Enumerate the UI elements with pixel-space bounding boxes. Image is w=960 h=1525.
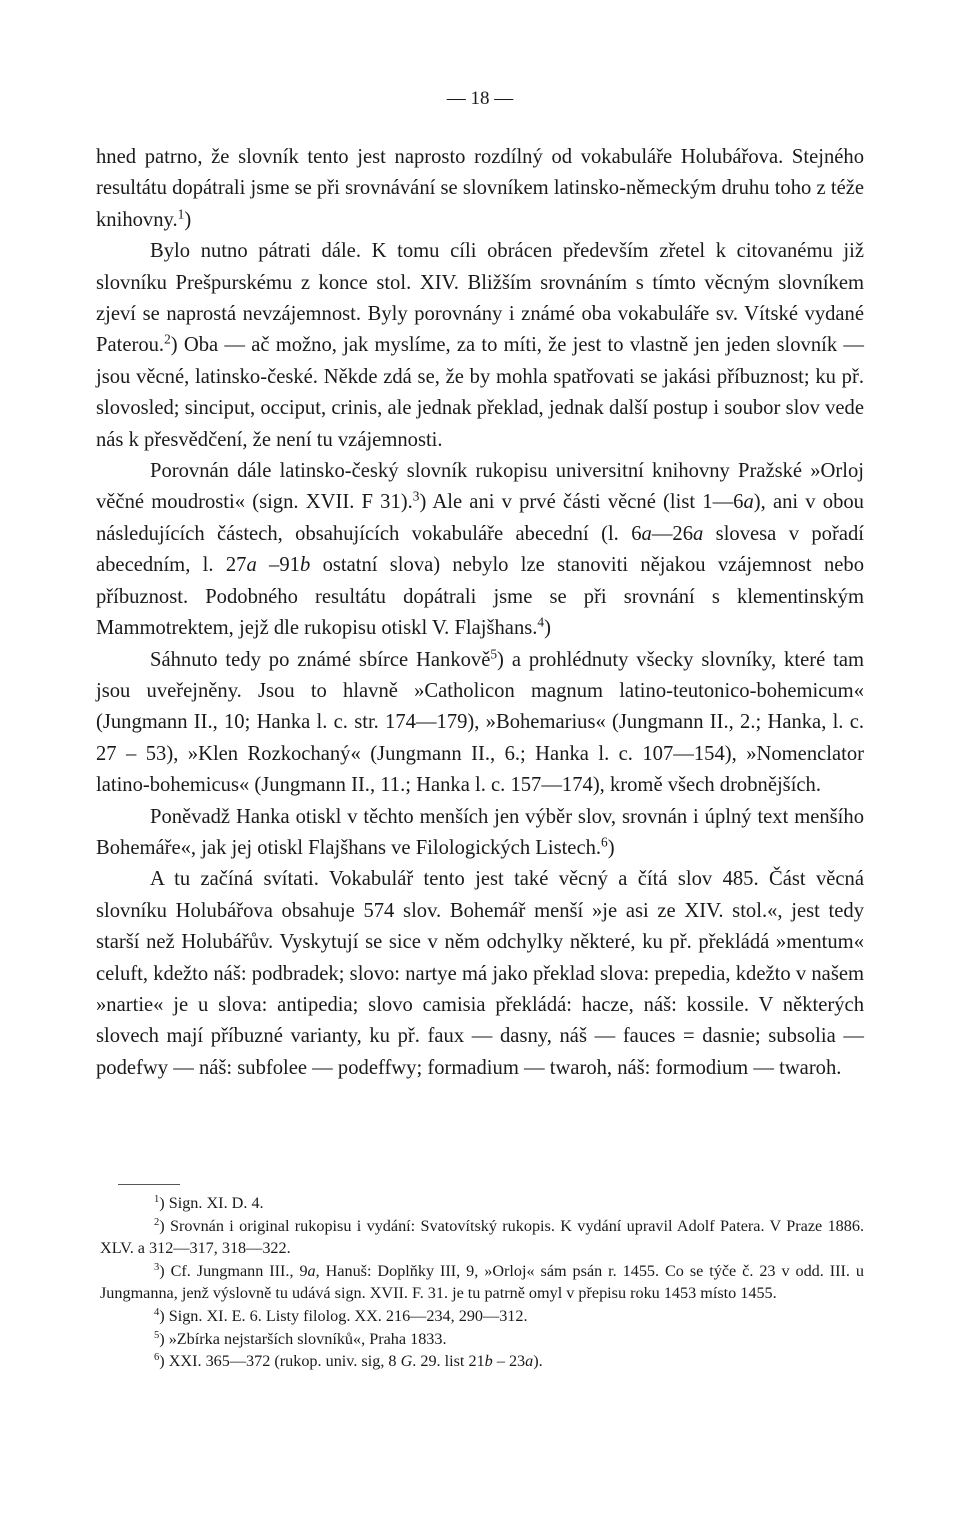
footnote-marker: 1: [154, 1194, 160, 1206]
italic-text: b: [299, 554, 311, 577]
italic-text: a: [246, 554, 257, 577]
text-run: , Hanuš: Doplňky III, 9, »Orloj« sám psán r. 1455. Co se týče č. 23 v odd. III. u Jungmanna, jenž výslovně tu udává sign. XVII. F. 31. je tu patrně omyl v přepisu roku 1453 místo 1455.: [100, 1261, 864, 1303]
text-run: ) Cf. Jungmann III., 9: [159, 1261, 308, 1280]
italic-text: a: [743, 491, 754, 514]
text-run: Sáhnuto tedy po známé sbírce Hankově: [150, 648, 491, 671]
footnote-marker: 5: [490, 646, 498, 662]
text-run: –91: [256, 554, 300, 577]
italic-text: a: [641, 522, 652, 545]
footnote-marker: 6: [601, 834, 608, 850]
paragraph: [96, 236, 864, 456]
footnote-marker: 2: [164, 332, 171, 348]
italic-text: b: [484, 1352, 493, 1371]
footnote-marker: 1: [177, 206, 185, 222]
footnote-marker: 5: [154, 1329, 160, 1341]
footnote-marker: 3: [154, 1262, 160, 1273]
footnote: [100, 1305, 864, 1328]
text-run: ) Oba — ač možno, jak myslíme, za to míti, že jest to vlastně jen jeden slovník — jsou věcné, latinsko-české. Někde zdá se, že by mohla spatřovati se jakási příbuznost; ku př. slovosled; sinciput, occiput, crinis, ale jednak překlad, jednak další postup i soubor slov vede nás k přesvědčení, že není tu vzájemnosti.: [96, 334, 864, 451]
text-run: ) Sign. XI. E. 6. Listy filolog. XX. 216—234, 290—312.: [159, 1306, 528, 1325]
text-run: Poněvadž Hanka otiskl v těchto menších jen výběr slov, srovnán i úplný text menšího Bohemáře«, jak jej otiskl Flajšhans ve Filologických Listech.: [96, 805, 864, 859]
footnote-marker: 4: [537, 614, 545, 630]
text-run: Porovnán dále latinsko-český slovník rukopisu universitní knihovny Pražské »Orloj věčné moudrosti« (sign. XVII. F 31).: [96, 460, 864, 514]
paragraph: [96, 142, 864, 236]
text-run: ): [544, 617, 551, 640]
page-number: — 18 —: [446, 88, 514, 109]
text-run: —26: [651, 522, 693, 545]
text-run: ) a prohlédnuty všecky slovníky, které tam jsou uveřejněny. Jsou to hlavně »Catholicon magnum latino-teutonico-bohemicum« (Jungmann II., 10; Hanka l. c. str. 174—179), »Bohemarius« (Jungmann II., 2.; Hanka, l. c. 27 – 53), »Klen Rozkochaný« (Jungmann II., 6.; Hanka l. c. 107—154), »Nomenclator latino-bohemicus« (Jungmann II., 11.; Hanka l. c. 157—174), kromě všech drobnějších.: [96, 648, 865, 797]
italic-text: a: [525, 1352, 534, 1371]
footnote: [100, 1328, 864, 1351]
italic-text: G: [400, 1352, 413, 1371]
text-run: A tu začíná svítati. Vokabulář tento jest také věcný a čítá slov 485. Část věcná slovníku Holubářova obsahuje 574 slov. Bohemář menší »je asi ze XIV. stol.«, jest tedy starší než Holubářův. Vyskytují se sice v něm odchylky některé, ku př. překládá »mentum« celuft, kdežto náš: podbradek; slovo: nartye má jako překlad slova: prepedia, kdežto v našem »nartie« je u slova: antipedia; slovo camisia překládá: hacze, náš: kossile. V některých slovech mají příbuzné varianty, ku př. faux — dasny, náš — fauces = dasnie; subsolia — podefwy — náš: subfolee — podeffwy; formadium — twaroh, náš: formodium — twaroh.: [96, 868, 864, 1079]
text-run: hned patrno, že slovník tento jest naprosto rozdílný od vokabuláře Holubářova. Stejného resultátu dopátrali jsme se při srovnávání se slovníkem latinsko-německým druhu toho z téže knihovny.: [96, 146, 864, 231]
text-run: ) »Zbírka nejstarších slovníků«, Praha 1833.: [159, 1329, 447, 1348]
text-run: – 23: [492, 1352, 526, 1371]
footnote: [100, 1350, 864, 1373]
footnote-divider: [118, 1184, 180, 1185]
text-run: ) Sign. XI. D. 4.: [159, 1194, 264, 1212]
footnote: [100, 1215, 864, 1260]
footnote: [100, 1192, 864, 1215]
text-run: ).: [533, 1352, 543, 1371]
text-run: ): [184, 208, 192, 231]
footnote-marker: 6: [154, 1352, 160, 1364]
italic-text: a: [693, 522, 704, 545]
text-run: . 29. list 21: [412, 1352, 485, 1371]
text-run: ostatní slova) nebylo lze stanoviti nějakou vzájemnost nebo příbuznost. Podobného resultátu dopátrali jsme se při srovnání s klementinským Mammotrektem, jejž dle rukopisu otiskl V. Flajšhans.: [96, 554, 864, 640]
footnote-marker: 3: [412, 489, 420, 505]
text-run: slovesa v pořadí abecedním, l. 27: [96, 522, 864, 577]
text-run: ) Ale ani v prvé části věcné (list 1—6: [419, 491, 744, 514]
text-run: ), ani v obou následujících částech, obsahujících vokabuláře abecední (l. 6: [96, 491, 864, 545]
text-run: ) XXI. 365—372 (rukop. univ. sig, 8: [159, 1352, 401, 1371]
paragraph: [96, 864, 864, 1084]
footnotes: [100, 1192, 864, 1373]
text-run: Bylo nutno pátrati dále. K tomu cíli obrácen především zřetel k citovanému již slovníku Prešpurskému z konce stol. XIV. Bližším srovnáním s tímto věcným slovníkem zjeví se naprostá nevzájemnost. Byly porovnány i známé oba vokabuláře sv. Vítské vydané Paterou.: [96, 240, 864, 357]
footnote-marker: 2: [154, 1216, 160, 1228]
body-text: [96, 142, 864, 1084]
text-run: ): [607, 836, 615, 859]
paragraph: [96, 456, 864, 644]
text-run: ) Srovnán i original rukopisu i vydání: Svatovítský rukopis. K vydání upravil Adolf Patera. V Praze 1886. XLV. a 312—317, 318—322.: [100, 1216, 864, 1258]
footnote-marker: 4: [154, 1307, 160, 1319]
paragraph: [96, 645, 864, 802]
paragraph: [96, 802, 864, 865]
italic-text: a: [307, 1261, 316, 1280]
footnote: [100, 1260, 864, 1305]
